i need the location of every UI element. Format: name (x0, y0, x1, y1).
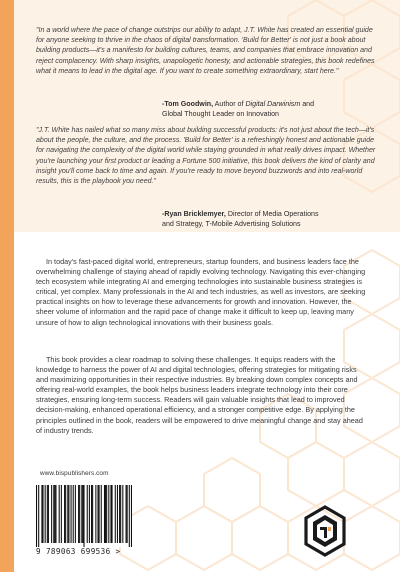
barcode-bar (106, 485, 107, 543)
barcode-bar (117, 485, 118, 543)
attribution-1-line2: Global Thought Leader on Innovation (162, 110, 280, 119)
barcode-bar (79, 485, 80, 543)
testimonial-quote-1: "In a world where the pace of change outstrips our ability to adapt, J.T. White has created an essential guide for anyone seeking to thrive in the chaos of digital transformation. 'Build for Better' is not just a book about building products—it's a manifesto for building cultures, teams, and companies that embrace innovation and reject complacency. With sharp insights, unapologetic honesty, and actionable strategies, this book redefines what it means to lead in the digital age. If you want to create something extraordinary, start here." (36, 27, 375, 75)
barcode-bar (68, 485, 69, 543)
barcode-bar (89, 485, 90, 543)
barcode-bar (38, 485, 39, 547)
barcode-bar (101, 485, 102, 543)
barcode-bar (53, 485, 54, 543)
publisher-website: www.bispublishers.com (40, 470, 109, 477)
attribution-1-text-b: and (300, 100, 315, 108)
attribution-1-text-a: Author of (213, 100, 246, 108)
barcode-bar (71, 485, 72, 543)
barcode-bar (81, 485, 82, 543)
barcode-bar (83, 485, 84, 547)
barcode-bar (129, 485, 130, 547)
barcode-bar (61, 485, 62, 543)
barcode-bar (127, 485, 128, 543)
attribution-2-line2: and Strategy, T-Mobile Advertising Solutions (162, 220, 301, 229)
barcode-bar (112, 485, 113, 543)
barcode-bar (41, 485, 42, 543)
barcode-bar (95, 485, 96, 543)
barcode-bar (126, 485, 127, 543)
barcode-bar (91, 485, 92, 543)
barcode-bar (97, 485, 98, 543)
attribution-1-book-title: Digital Darwinism (245, 100, 301, 108)
barcode-bar (45, 485, 46, 543)
accent-stripe (0, 0, 14, 572)
barcode-bar (51, 485, 52, 543)
barcode-bar (36, 485, 37, 547)
barcode-bar (67, 485, 68, 543)
barcode-bar (87, 485, 88, 543)
barcode-bar (75, 485, 76, 543)
barcode-bar (119, 485, 120, 543)
barcode-bar (48, 485, 49, 543)
barcode-bar (115, 485, 116, 543)
testimonial-quote-2: "J.T. White has nailed what so many miss about building successful products: it's not just about the tech—it's about the people, the culture, and the process. 'Build for Better' is a refreshingly honest and actionable guide for navigating the complexity of the digital world while staying grounded in what really drives impact. Whether you're launching your first product or leading a Fortune 500 initiative, this book delivers the kind of clarity and insight you'll come back to time and again. If you're ready to move beyond buzzwords and into real-world results, this is the playbook you need." (36, 127, 376, 186)
isbn-barcode (36, 485, 132, 547)
description-paragraph-1: In today's fast-paced digital world, entrepreneurs, startup founders, and business leaders face the overwhelming challenge of staying ahead of rapidly evolving technology. Navigating this ever-changing tech ecosystem while integrating AI and emerging technologies into sustainable business strategies is critical, yet complex. Many professionals in the AI and tech industries, as well as investors, are seeking practical insights on how to leverage these advancements for growth and innovation. However, the sheer volume of information and the rapid pace of change make it difficult to keep up, leaving many unsure of how to align technological innovations with their business goals. (36, 257, 366, 327)
barcode-bar (54, 485, 55, 543)
barcode-bar (64, 485, 65, 543)
barcode-bar (104, 485, 105, 543)
testimonial-author-2: -Ryan Bricklemyer, (162, 210, 226, 218)
testimonial-attribution-1 (162, 99, 382, 119)
barcode-bar (108, 485, 109, 543)
attribution-2-line1: Director of Media Operations (225, 210, 319, 218)
testimonial-author-1: -Tom Goodwin, (162, 100, 214, 108)
barcode-bar (92, 485, 93, 543)
barcode-bar (122, 485, 123, 543)
barcode-bar (73, 485, 74, 543)
description-paragraph-2: This book provides a clear roadmap to solving these challenges. It equips readers with the knowledge to harness the power of AI and digital technologies, offering strategies for mitigating risks and maximizing opportunities in their respective industries. By breaking down complex concepts and offering real-world examples, the book helps business leaders integrate technology into their core strategies, ensuring long-term success. Readers will gain valuable insights that lead to improved decision-making, enhanced operational efficiency, and a stronger competitive edge. By applying the principles outlined in the book, readers will be empowered to drive meaningful change and stay ahead of industry trends. (36, 355, 363, 435)
barcode-bar (120, 485, 121, 543)
barcode-bar (47, 485, 48, 543)
barcode-bar (110, 485, 111, 543)
testimonial-attribution-2 (162, 209, 382, 229)
isbn-number: 9 789063 699536 > (36, 547, 121, 556)
barcode-bar (131, 485, 132, 547)
barcode-bar (82, 485, 83, 543)
bis-publishers-logo-icon (303, 505, 347, 557)
barcode-bar (78, 485, 79, 543)
barcode-bar (99, 485, 100, 543)
barcode-bar (55, 485, 56, 543)
barcode-bar (105, 485, 106, 543)
barcode-bar (42, 485, 43, 543)
barcode-bar (59, 485, 60, 543)
barcode-bar (65, 485, 66, 543)
